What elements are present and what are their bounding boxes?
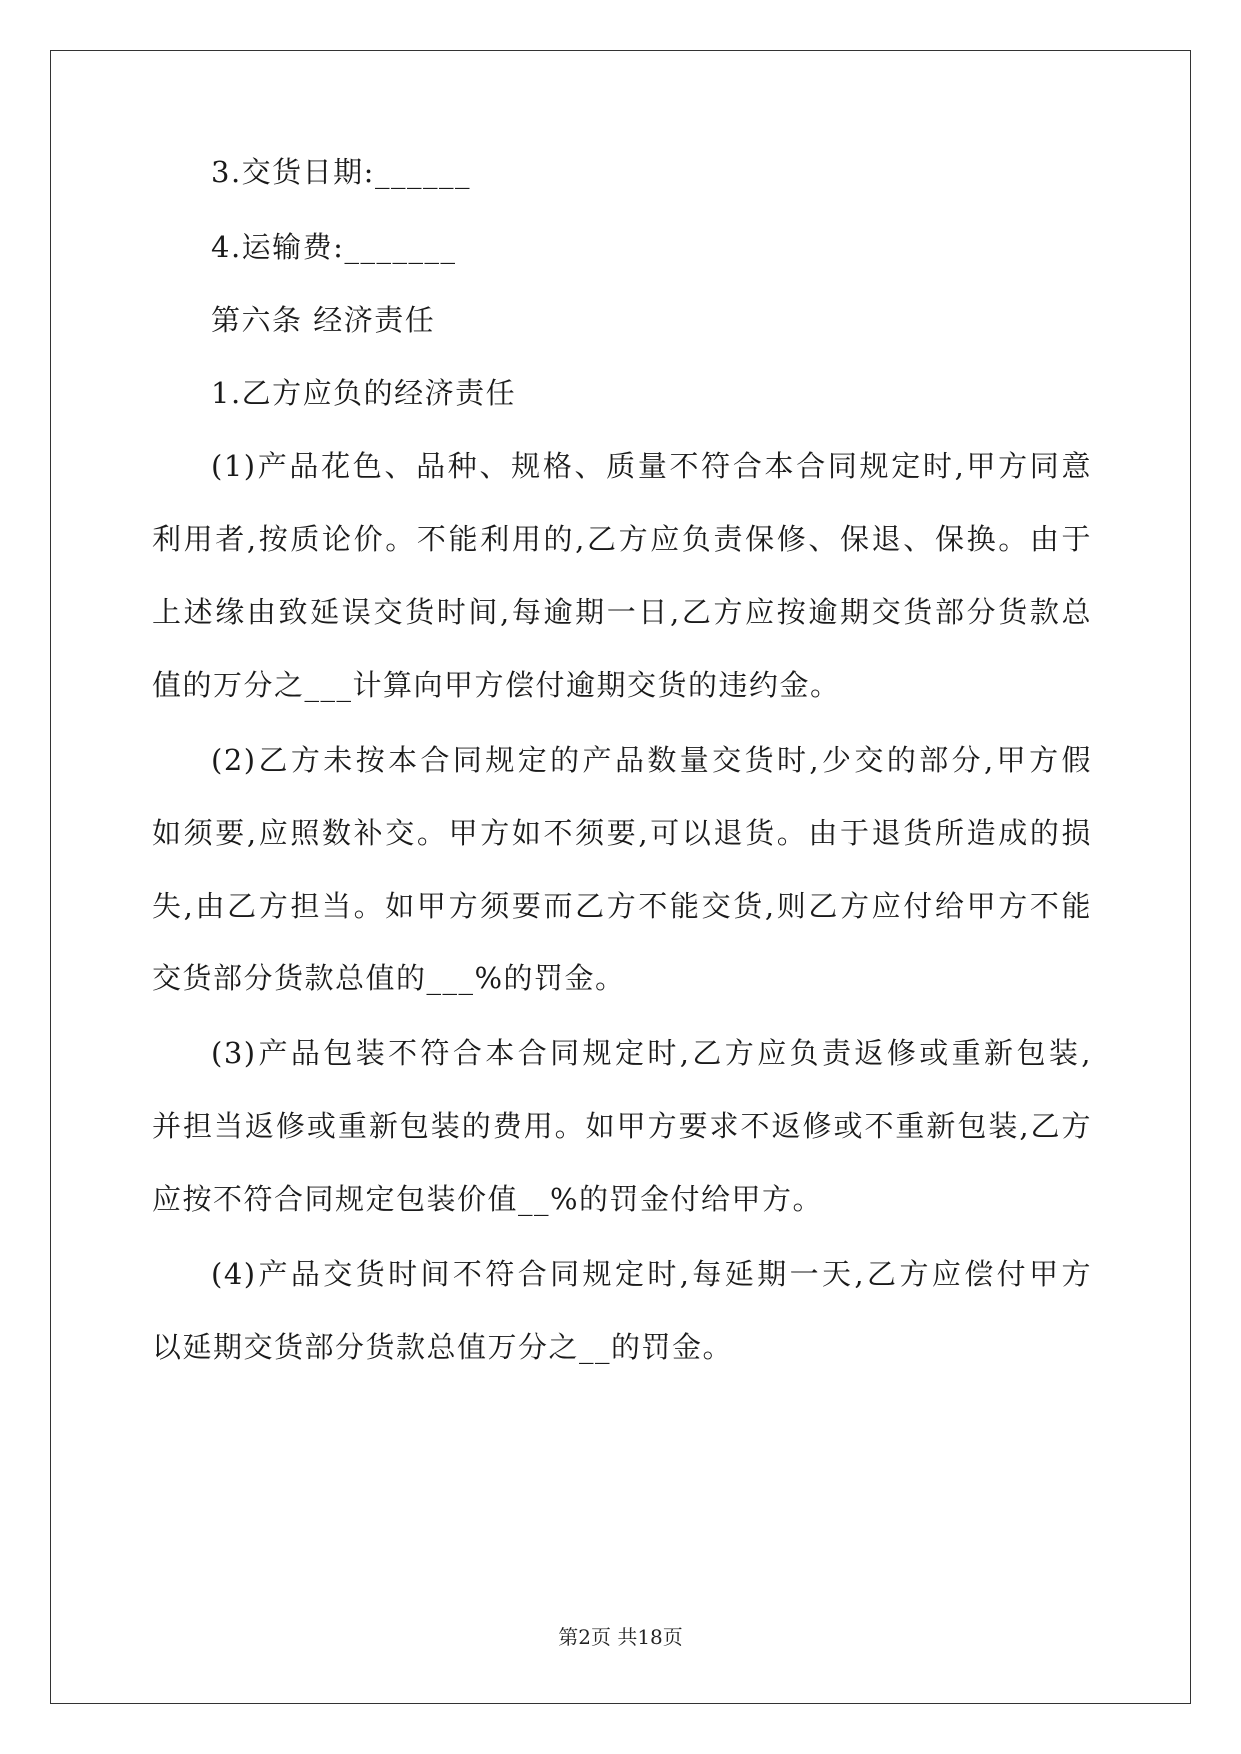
paragraph-line: (2)乙方未按本合同规定的产品数量交货时,少交的部分,甲方假 [211, 743, 1092, 777]
paragraph-line: (1)产品花色、品种、规格、质量不符合本合同规定时,甲方同意 [211, 449, 1092, 483]
clause-delivery-date: 3.交货日期:______ [211, 155, 471, 189]
section-heading: 1.乙方应负的经济责任 [211, 376, 517, 410]
paragraph-line: 利用者,按质论价。不能利用的,乙方应负责保修、保退、保换。由于 [152, 522, 1092, 556]
paragraph-line: (4)产品交货时间不符合同规定时,每延期一天,乙方应偿付甲方 [211, 1257, 1092, 1291]
paragraph-line: 并担当返修或重新包装的费用。如甲方要求不返修或不重新包装,乙方 [152, 1109, 1092, 1143]
paragraph-line: 以延期交货部分货款总值万分之__的罚金。 [152, 1330, 734, 1364]
paragraph-line: 值的万分之___计算向甲方偿付逾期交货的违约金。 [152, 668, 841, 702]
paragraph-line: (3)产品包装不符合本合同规定时,乙方应负责返修或重新包装, [211, 1036, 1092, 1070]
paragraph-line: 失,由乙方担当。如甲方须要而乙方不能交货,则乙方应付给甲方不能 [152, 889, 1092, 923]
paragraph-line: 交货部分货款总值的___%的罚金。 [152, 961, 626, 995]
clause-shipping-fee: 4.运输费:_______ [211, 230, 457, 264]
page-border [50, 50, 1191, 1704]
paragraph-line: 上述缘由致延误交货时间,每逾期一日,乙方应按逾期交货部分货款总 [152, 595, 1092, 629]
paragraph-line: 如须要,应照数补交。甲方如不须要,可以退货。由于退货所造成的损 [152, 816, 1092, 850]
paragraph-line: 应按不符合同规定包装价值__%的罚金付给甲方。 [152, 1182, 824, 1216]
article-heading: 第六条 经济责任 [211, 303, 436, 337]
page-footer: 第2页 共18页 [558, 1625, 683, 1649]
